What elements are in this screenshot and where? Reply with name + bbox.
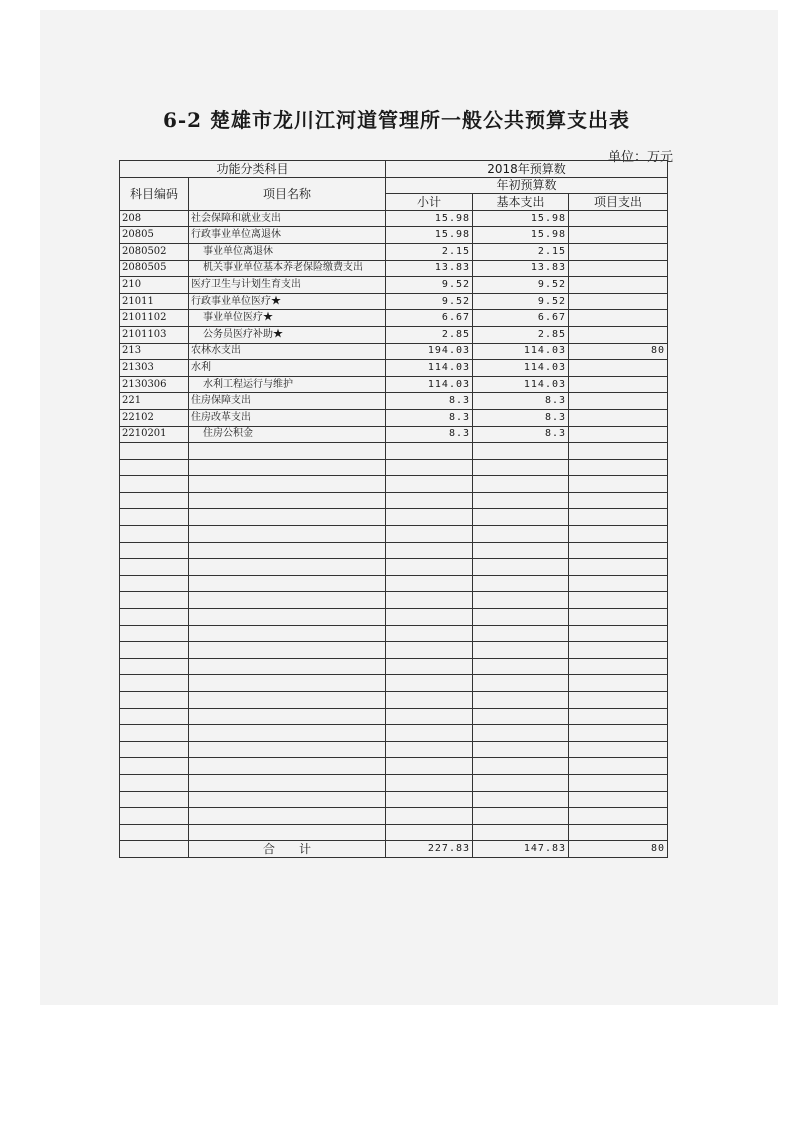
empty-row — [120, 642, 668, 659]
basic-cell: 2.85 — [473, 326, 569, 343]
empty-cell — [473, 476, 569, 493]
name-cell: 农林水支出 — [189, 343, 386, 360]
empty-cell — [569, 692, 668, 709]
empty-cell — [189, 708, 386, 725]
project-cell — [569, 277, 668, 294]
empty-cell — [386, 559, 473, 576]
basic-header: 基本支出 — [473, 194, 569, 211]
empty-cell — [569, 542, 668, 559]
subtotal-cell: 9.52 — [386, 277, 473, 294]
empty-cell — [386, 808, 473, 825]
empty-cell — [569, 758, 668, 775]
empty-cell — [569, 791, 668, 808]
subtotal-cell: 8.3 — [386, 409, 473, 426]
empty-cell — [386, 708, 473, 725]
empty-cell — [473, 459, 569, 476]
empty-cell — [189, 625, 386, 642]
empty-cell — [189, 824, 386, 841]
empty-row — [120, 758, 668, 775]
empty-cell — [120, 791, 189, 808]
project-cell: 80 — [569, 343, 668, 360]
empty-cell — [120, 808, 189, 825]
empty-cell — [569, 741, 668, 758]
empty-row — [120, 459, 668, 476]
empty-cell — [569, 526, 668, 543]
empty-cell — [386, 526, 473, 543]
empty-cell — [120, 459, 189, 476]
empty-row — [120, 808, 668, 825]
empty-cell — [473, 791, 569, 808]
empty-cell — [386, 658, 473, 675]
empty-cell — [386, 625, 473, 642]
empty-cell — [473, 824, 569, 841]
code-cell: 2210201 — [120, 426, 189, 443]
empty-cell — [569, 708, 668, 725]
code-cell: 2080505 — [120, 260, 189, 277]
basic-cell: 9.52 — [473, 277, 569, 294]
subtotal-header: 小计 — [386, 194, 473, 211]
empty-cell — [120, 741, 189, 758]
project-cell — [569, 310, 668, 327]
subtotal-cell: 114.03 — [386, 376, 473, 393]
table-row — [120, 243, 668, 260]
empty-row — [120, 575, 668, 592]
category-header: 功能分类科目 — [120, 161, 386, 178]
name-cell: 行政事业单位离退休 — [189, 227, 386, 244]
basic-cell: 6.67 — [473, 310, 569, 327]
empty-cell — [120, 692, 189, 709]
year-budget-header: 2018年预算数 — [386, 161, 668, 178]
code-cell: 213 — [120, 343, 189, 360]
empty-cell — [189, 492, 386, 509]
subtotal-cell: 8.3 — [386, 426, 473, 443]
name-cell: 水利 — [189, 360, 386, 377]
empty-cell — [120, 542, 189, 559]
empty-cell — [473, 758, 569, 775]
name-header: 项目名称 — [189, 177, 386, 210]
empty-cell — [189, 509, 386, 526]
empty-cell — [189, 741, 386, 758]
empty-cell — [189, 476, 386, 493]
name-cell: 事业单位离退休 — [189, 243, 386, 260]
page-title: 6-2 楚雄市龙川江河道管理所一般公共预算支出表 — [162, 108, 631, 132]
basic-cell: 114.03 — [473, 376, 569, 393]
project-cell — [569, 293, 668, 310]
empty-cell — [189, 575, 386, 592]
empty-cell — [569, 459, 668, 476]
table-row — [120, 360, 668, 377]
total-project: 80 — [569, 841, 668, 858]
empty-cell — [189, 774, 386, 791]
total-label: 合 计 — [189, 841, 386, 858]
total-code-cell — [120, 841, 189, 858]
empty-cell — [120, 774, 189, 791]
empty-cell — [473, 658, 569, 675]
name-cell: 事业单位医疗★ — [189, 310, 386, 327]
empty-cell — [473, 542, 569, 559]
empty-cell — [120, 675, 189, 692]
empty-cell — [120, 592, 189, 609]
empty-cell — [569, 559, 668, 576]
empty-cell — [120, 824, 189, 841]
empty-cell — [120, 758, 189, 775]
table-row — [120, 326, 668, 343]
empty-cell — [569, 725, 668, 742]
empty-cell — [189, 459, 386, 476]
subtotal-cell: 9.52 — [386, 293, 473, 310]
code-cell: 21011 — [120, 293, 189, 310]
empty-cell — [473, 526, 569, 543]
table-row — [120, 426, 668, 443]
empty-row — [120, 625, 668, 642]
basic-cell: 9.52 — [473, 293, 569, 310]
total-subtotal: 227.83 — [386, 841, 473, 858]
name-cell: 住房公积金 — [189, 426, 386, 443]
subtotal-cell: 6.67 — [386, 310, 473, 327]
empty-cell — [569, 658, 668, 675]
empty-cell — [569, 509, 668, 526]
project-cell — [569, 326, 668, 343]
empty-cell — [120, 476, 189, 493]
table-row — [120, 260, 668, 277]
code-cell: 221 — [120, 393, 189, 410]
empty-cell — [189, 559, 386, 576]
empty-row — [120, 526, 668, 543]
basic-cell: 8.3 — [473, 409, 569, 426]
empty-row — [120, 509, 668, 526]
table-row — [120, 277, 668, 294]
name-cell: 行政事业单位医疗★ — [189, 293, 386, 310]
project-cell — [569, 227, 668, 244]
empty-cell — [473, 625, 569, 642]
project-cell — [569, 426, 668, 443]
empty-cell — [189, 725, 386, 742]
initial-budget-header: 年初预算数 — [386, 177, 668, 194]
code-cell: 2080502 — [120, 243, 189, 260]
empty-cell — [569, 443, 668, 460]
name-cell: 医疗卫生与计划生育支出 — [189, 277, 386, 294]
subtotal-cell: 194.03 — [386, 343, 473, 360]
empty-cell — [473, 559, 569, 576]
name-cell: 社会保障和就业支出 — [189, 210, 386, 227]
name-cell: 机关事业单位基本养老保险缴费支出 — [189, 260, 386, 277]
empty-cell — [189, 675, 386, 692]
code-cell: 2130306 — [120, 376, 189, 393]
code-cell: 2101103 — [120, 326, 189, 343]
empty-cell — [120, 609, 189, 626]
subtotal-cell: 114.03 — [386, 360, 473, 377]
subtotal-cell: 2.85 — [386, 326, 473, 343]
project-cell — [569, 260, 668, 277]
subtotal-cell: 2.15 — [386, 243, 473, 260]
empty-cell — [569, 675, 668, 692]
empty-cell — [473, 609, 569, 626]
basic-cell: 8.3 — [473, 426, 569, 443]
empty-cell — [569, 774, 668, 791]
empty-cell — [189, 542, 386, 559]
empty-cell — [120, 526, 189, 543]
table-row — [120, 409, 668, 426]
empty-cell — [473, 642, 569, 659]
empty-row — [120, 741, 668, 758]
empty-cell — [189, 758, 386, 775]
empty-cell — [189, 658, 386, 675]
project-cell — [569, 210, 668, 227]
empty-cell — [569, 642, 668, 659]
basic-cell: 13.83 — [473, 260, 569, 277]
empty-row — [120, 675, 668, 692]
empty-cell — [569, 592, 668, 609]
empty-cell — [569, 625, 668, 642]
empty-cell — [386, 758, 473, 775]
name-cell: 公务员医疗补助★ — [189, 326, 386, 343]
empty-cell — [473, 774, 569, 791]
empty-cell — [473, 808, 569, 825]
empty-cell — [386, 791, 473, 808]
empty-cell — [473, 509, 569, 526]
basic-cell: 15.98 — [473, 210, 569, 227]
empty-cell — [120, 625, 189, 642]
empty-cell — [473, 692, 569, 709]
empty-row — [120, 774, 668, 791]
empty-cell — [386, 774, 473, 791]
project-cell — [569, 393, 668, 410]
basic-cell: 114.03 — [473, 360, 569, 377]
project-cell — [569, 360, 668, 377]
code-cell: 208 — [120, 210, 189, 227]
subtotal-cell: 13.83 — [386, 260, 473, 277]
total-row — [120, 841, 668, 858]
empty-cell — [386, 443, 473, 460]
empty-row — [120, 476, 668, 493]
empty-cell — [569, 808, 668, 825]
empty-cell — [473, 592, 569, 609]
empty-cell — [120, 559, 189, 576]
code-cell: 20805 — [120, 227, 189, 244]
empty-cell — [120, 443, 189, 460]
empty-row — [120, 592, 668, 609]
basic-cell: 15.98 — [473, 227, 569, 244]
empty-row — [120, 708, 668, 725]
unit-label: 单位：万元 — [607, 150, 673, 165]
code-header: 科目编码 — [120, 177, 189, 210]
basic-cell: 2.15 — [473, 243, 569, 260]
empty-cell — [189, 609, 386, 626]
empty-cell — [473, 741, 569, 758]
code-cell: 210 — [120, 277, 189, 294]
empty-cell — [569, 575, 668, 592]
empty-row — [120, 492, 668, 509]
empty-cell — [473, 492, 569, 509]
table-row — [120, 376, 668, 393]
empty-cell — [569, 492, 668, 509]
project-cell — [569, 409, 668, 426]
table-row — [120, 343, 668, 360]
empty-cell — [120, 658, 189, 675]
empty-cell — [386, 592, 473, 609]
code-cell: 2101102 — [120, 310, 189, 327]
table-row — [120, 293, 668, 310]
empty-cell — [386, 509, 473, 526]
budget-table — [119, 160, 668, 858]
total-basic: 147.83 — [473, 841, 569, 858]
empty-cell — [189, 592, 386, 609]
empty-cell — [473, 443, 569, 460]
empty-cell — [569, 476, 668, 493]
empty-cell — [120, 509, 189, 526]
empty-row — [120, 725, 668, 742]
empty-cell — [473, 708, 569, 725]
empty-cell — [386, 542, 473, 559]
empty-cell — [386, 642, 473, 659]
name-cell: 水利工程运行与维护 — [189, 376, 386, 393]
code-cell: 21303 — [120, 360, 189, 377]
subtotal-cell: 8.3 — [386, 393, 473, 410]
subtotal-cell: 15.98 — [386, 227, 473, 244]
empty-cell — [120, 725, 189, 742]
empty-cell — [189, 443, 386, 460]
empty-cell — [386, 609, 473, 626]
empty-row — [120, 658, 668, 675]
empty-row — [120, 609, 668, 626]
empty-cell — [473, 575, 569, 592]
project-header: 项目支出 — [569, 194, 668, 211]
empty-cell — [473, 725, 569, 742]
project-cell — [569, 243, 668, 260]
project-cell — [569, 376, 668, 393]
empty-cell — [569, 609, 668, 626]
code-cell: 22102 — [120, 409, 189, 426]
empty-cell — [189, 791, 386, 808]
table-row — [120, 393, 668, 410]
empty-cell — [189, 692, 386, 709]
empty-row — [120, 791, 668, 808]
basic-cell: 114.03 — [473, 343, 569, 360]
name-cell: 住房保障支出 — [189, 393, 386, 410]
empty-cell — [473, 675, 569, 692]
empty-cell — [386, 692, 473, 709]
table-row — [120, 310, 668, 327]
empty-row — [120, 824, 668, 841]
empty-cell — [120, 492, 189, 509]
empty-cell — [386, 725, 473, 742]
table-row — [120, 210, 668, 227]
empty-cell — [386, 575, 473, 592]
empty-cell — [569, 824, 668, 841]
name-cell: 住房改革支出 — [189, 409, 386, 426]
empty-row — [120, 559, 668, 576]
empty-cell — [386, 741, 473, 758]
subtotal-cell: 15.98 — [386, 210, 473, 227]
empty-cell — [386, 675, 473, 692]
empty-row — [120, 542, 668, 559]
empty-cell — [189, 808, 386, 825]
empty-cell — [120, 575, 189, 592]
header-row-1 — [120, 161, 668, 178]
empty-row — [120, 692, 668, 709]
empty-cell — [386, 824, 473, 841]
basic-cell: 8.3 — [473, 393, 569, 410]
table-row — [120, 227, 668, 244]
empty-cell — [386, 492, 473, 509]
empty-cell — [120, 708, 189, 725]
header-row-2 — [120, 177, 668, 194]
empty-cell — [189, 526, 386, 543]
empty-cell — [120, 642, 189, 659]
empty-cell — [386, 459, 473, 476]
empty-row — [120, 443, 668, 460]
empty-cell — [189, 642, 386, 659]
empty-cell — [386, 476, 473, 493]
